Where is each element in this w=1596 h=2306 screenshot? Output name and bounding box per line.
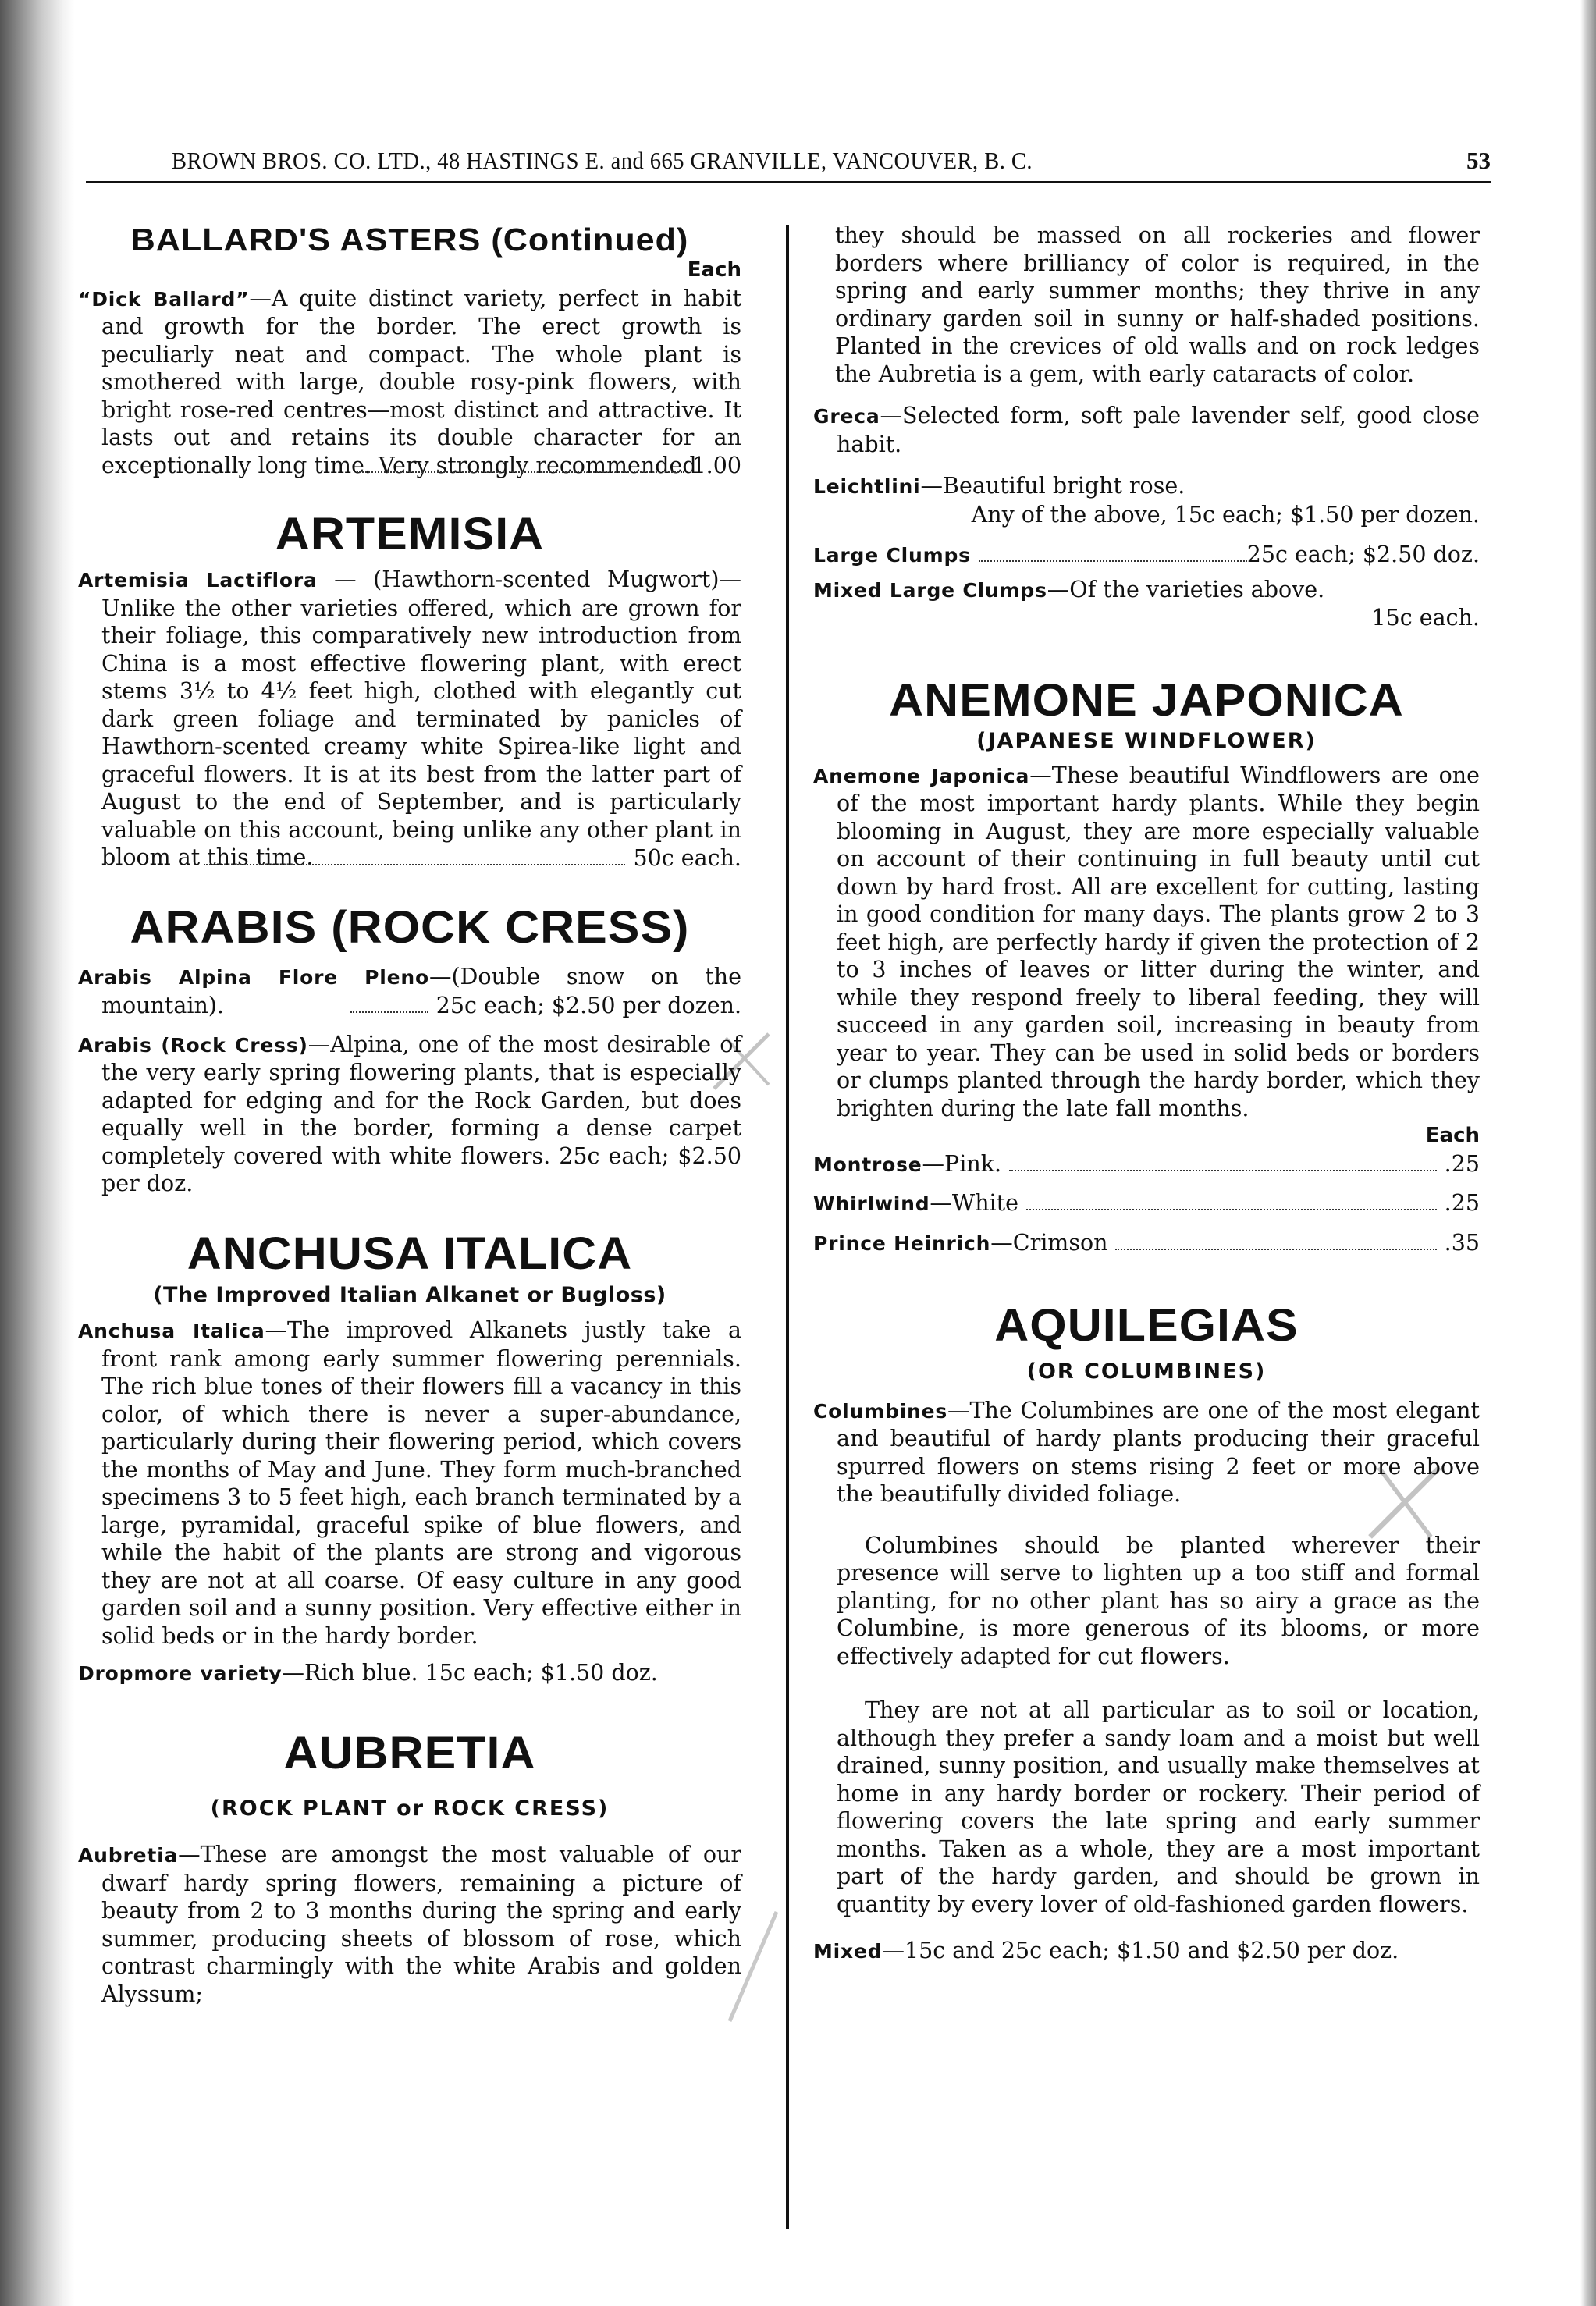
catalog-entry <box>813 576 1480 605</box>
section-subtitle: (ROCK PLANT or ROCK CRESS) <box>210 1796 610 1821</box>
entry-description: —Selected form, soft pale lavender self, good close habit. <box>837 403 1480 457</box>
dot-leader <box>350 1011 428 1013</box>
variety-name: Montrose <box>813 1153 922 1176</box>
dot-leader <box>204 863 625 865</box>
variety-row <box>813 1189 1480 1218</box>
running-head: BROWN BROS. CO. LTD., 48 HASTINGS E. and 665 GRANVILLE, VANCOUVER, B. C. <box>172 147 1033 174</box>
entry-description: —These are amongst the most valuable of our dwarf hardy spring flowers, remaining a picture of beauty from 2 to 3 months during the spring and early summer, producing sheets of blossom of rose, which contrast charmingly with the white Arabis and golden Alyssum; <box>101 1842 741 2007</box>
dot-leader <box>357 471 684 473</box>
entry-name: Dropmore variety <box>78 1662 283 1686</box>
entry-name: Arabis Alpina Flore Pleno <box>78 966 429 990</box>
variety-name: Prince Heinrich <box>813 1231 991 1255</box>
entry-price: 25c each; $2.50 per dozen. <box>435 993 741 1019</box>
entry-name: Anemone Japonica <box>813 764 1030 787</box>
continued-text: they should be massed on all rockeries and flower borders where brilliancy of color is required, in the spring and early summer months; they thrive in any ordinary garden soil in sunny or half-shaded positions. Planted in the crevices of old walls and on rock ledges the Aubretia is a gem, with early cataracts of color. <box>835 222 1480 387</box>
catalog-entry <box>813 402 1480 458</box>
section-subtitle: (JAPANESE WINDFLOWER) <box>976 729 1317 754</box>
entry-description: —Alpina, one of the most desirable of the very early spring flowering plants, that is especially adapted for edging and for the Rock Garden, but does equally well in the border, forming a dense carpet completely covered with white flowers. 25c each; $2.50 per doz. <box>101 1031 741 1197</box>
section-aubretia-continued <box>813 222 1480 632</box>
catalog-entry <box>813 1397 1480 1508</box>
section-subtitle: (OR COLUMBINES) <box>1026 1359 1267 1384</box>
section-title: ARTEMISIA <box>275 508 545 560</box>
section-anemone-japonica <box>813 674 1480 1258</box>
entry-price: 15c each. <box>1371 605 1480 631</box>
price-note: Any of the above, 15c each; $1.50 per dozen. <box>971 501 1480 528</box>
entry-description: —(Double snow on the mountain). <box>101 964 741 1018</box>
each-column-label: Each <box>1425 1124 1480 1148</box>
catalog-entry <box>78 566 741 872</box>
entry-name: Leichtlini <box>813 475 921 498</box>
scan-shadow-right <box>1580 0 1596 2306</box>
entry-description: —Rich blue. 15c each; $1.50 doz. <box>282 1660 658 1686</box>
catalog-entry <box>813 472 1480 501</box>
entry-name: Columbines <box>813 1399 948 1423</box>
section-title: AQUILEGIAS <box>994 1300 1299 1352</box>
entry-name: Aubretia <box>78 1844 179 1867</box>
entry-description: —These beautiful Windflowers are one of the most important hardy plants. While they begin blooming in August, they are more especially valuable on account of their continuing in full beauty until cut down by hard frost. All are excellent for cutting, lasting in good condition for many days. The plants grow 2 to 3 feet high, are perfectly hardy if given the protection of 2 to 3 inches of leaves or litter during the winter, and while they respond freely to liberal feeding, they will succeed in any garden soil, increasing in beauty from year to year. They can be used in solid beds or borders or clumps planted through the hardy border, which they brighten during the late fall months. <box>837 762 1480 1121</box>
paragraph: They are not at all particular as to soil or location, although they prefer a sandy loam and a moist but well drained, sunny position, and usually make themselves at home in any hardy border or rockery. Their period of flowering covers the late spring and early summer months. Taken as a whole, they are a most important part of the hardy garden, and should be grown in quantity by every lover of old-fashioned garden flowers. <box>837 1697 1480 1917</box>
section-title: BALLARD'S ASTERS (Continued) <box>130 222 689 258</box>
entry-description: —Of the varieties above. <box>1047 576 1325 602</box>
entry-price: 1.00 <box>691 453 741 479</box>
variety-row <box>813 1229 1480 1258</box>
entry-description: — (Hawthorn-scented Mugwort)—Unlike the other varieties offered, which are grown for their foliage, this comparatively new introduction from China is a most effective flowering plant, with erect stems 3½ to 4½ feet high, clothed with elegantly cut dark green foliage and terminated by panicles of Hawthorn-scented creamy white Spirea-like light and graceful flowers. It is at its best from the latter part of August to the end of September, and is particularly valuable on this account, being unlike any other plant in bloom at this time. <box>101 567 742 871</box>
entry-name: Mixed <box>813 1940 883 1963</box>
dot-leader <box>979 560 1247 562</box>
entry-price: 25c each; $2.50 doz. <box>1246 542 1480 567</box>
page-header <box>47 139 1491 186</box>
price-line <box>813 541 1480 570</box>
catalog-entry <box>813 1937 1480 1966</box>
catalog-entry <box>78 1316 741 1650</box>
left-column <box>78 219 741 2008</box>
column-divider <box>786 225 789 2229</box>
entry-name: “Dick Ballard” <box>78 287 250 311</box>
dot-leader <box>1026 1208 1437 1210</box>
variety-price: .35 <box>1444 1229 1480 1256</box>
entry-price: 50c each. <box>633 844 741 871</box>
section-ballards-asters <box>78 223 741 480</box>
entry-description: —Beautiful bright rose. <box>920 473 1185 499</box>
paragraph: Columbines should be planted wherever their presence will serve to lighten up a too stiff and formal planting, for no other plant has so airy a grace as the Columbine, is more generous of its blooms, or more effectively adapted for cut flowers. <box>837 1532 1480 1669</box>
variety-row <box>813 1150 1480 1179</box>
section-aquilegias <box>813 1302 1480 1965</box>
section-arabis <box>78 904 741 1197</box>
section-title: ANCHUSA ITALICA <box>187 1228 633 1279</box>
section-artemisia <box>78 508 742 872</box>
section-title: ANEMONE JAPONICA <box>889 674 1404 726</box>
page-number: 53 <box>1466 147 1491 174</box>
variety-price: .25 <box>1444 1150 1480 1177</box>
catalog-entry <box>813 762 1480 1123</box>
entry-name: Anchusa Italica <box>78 1320 265 1343</box>
section-aubretia <box>78 1727 741 2008</box>
header-rule <box>86 181 1491 183</box>
section-title: ARABIS (ROCK CRESS) <box>130 902 690 954</box>
entry-description: —The improved Alkanets justly take a front rank among early summer flowering perennials. The rich blue tones of their flowers fill a vacancy in this color, of which there is never a super-abundance, particularly during their flowering period, which covers the months of May and June. They form much-branched specimens 3 to 5 feet high, each branch terminated by a large, pyramidal, graceful spike of blue flowers, and while the habit of the plants are strong and vigorous they are not at all coarse. Of easy culture in any good garden soil and a sunny position. Very effective either in solid beds or in the hardy border. <box>101 1317 741 1649</box>
variety-description: —Crimson <box>990 1229 1108 1256</box>
catalog-entry <box>78 1031 741 1198</box>
section-anchusa-italica <box>78 1228 741 1688</box>
each-column-label: Each <box>687 258 741 282</box>
variety-price: .25 <box>1444 1190 1480 1217</box>
dot-leader <box>1115 1248 1436 1250</box>
entry-description: —15c and 25c each; $1.50 and $2.50 per doz. <box>882 1938 1399 1964</box>
variety-description: —Pink. <box>922 1150 1002 1177</box>
catalog-entry <box>78 1659 741 1688</box>
entry-description: —The Columbines are one of the most elegant and beautiful of hardy plants producing their graceful spurred flowers on stems rising 2 feet or more above the beautifully divided foliage. <box>837 1397 1480 1508</box>
entry-name: Arabis (Rock Cress) <box>78 1033 308 1057</box>
section-title: AUBRETIA <box>283 1727 536 1778</box>
catalog-entry <box>78 285 741 480</box>
scan-shadow-left <box>0 0 74 2306</box>
right-column <box>813 219 1480 1966</box>
entry-name: Mixed Large Clumps <box>813 578 1047 602</box>
variety-name: Whirlwind <box>813 1192 930 1216</box>
entry-name: Artemisia Lactiflora <box>78 569 318 592</box>
catalog-entry <box>78 1841 741 2008</box>
entry-name: Large Clumps <box>813 544 971 567</box>
entry-description: —A quite distinct variety, perfect in habit and growth for the border. The erect growth is peculiarly neat and compact. The whole plant is smothered with large, double rosy-pink flowers, with bright rose-red centres—most distinct and attractive. It lasts out and retains its double character for an exceptionally long time. Very strongly recommended <box>101 285 741 478</box>
section-subtitle: (The Improved Italian Alkanet or Bugloss) <box>153 1282 666 1307</box>
dot-leader <box>1009 1169 1437 1171</box>
variety-description: —White <box>930 1190 1018 1217</box>
entry-name: Greca <box>813 405 880 428</box>
